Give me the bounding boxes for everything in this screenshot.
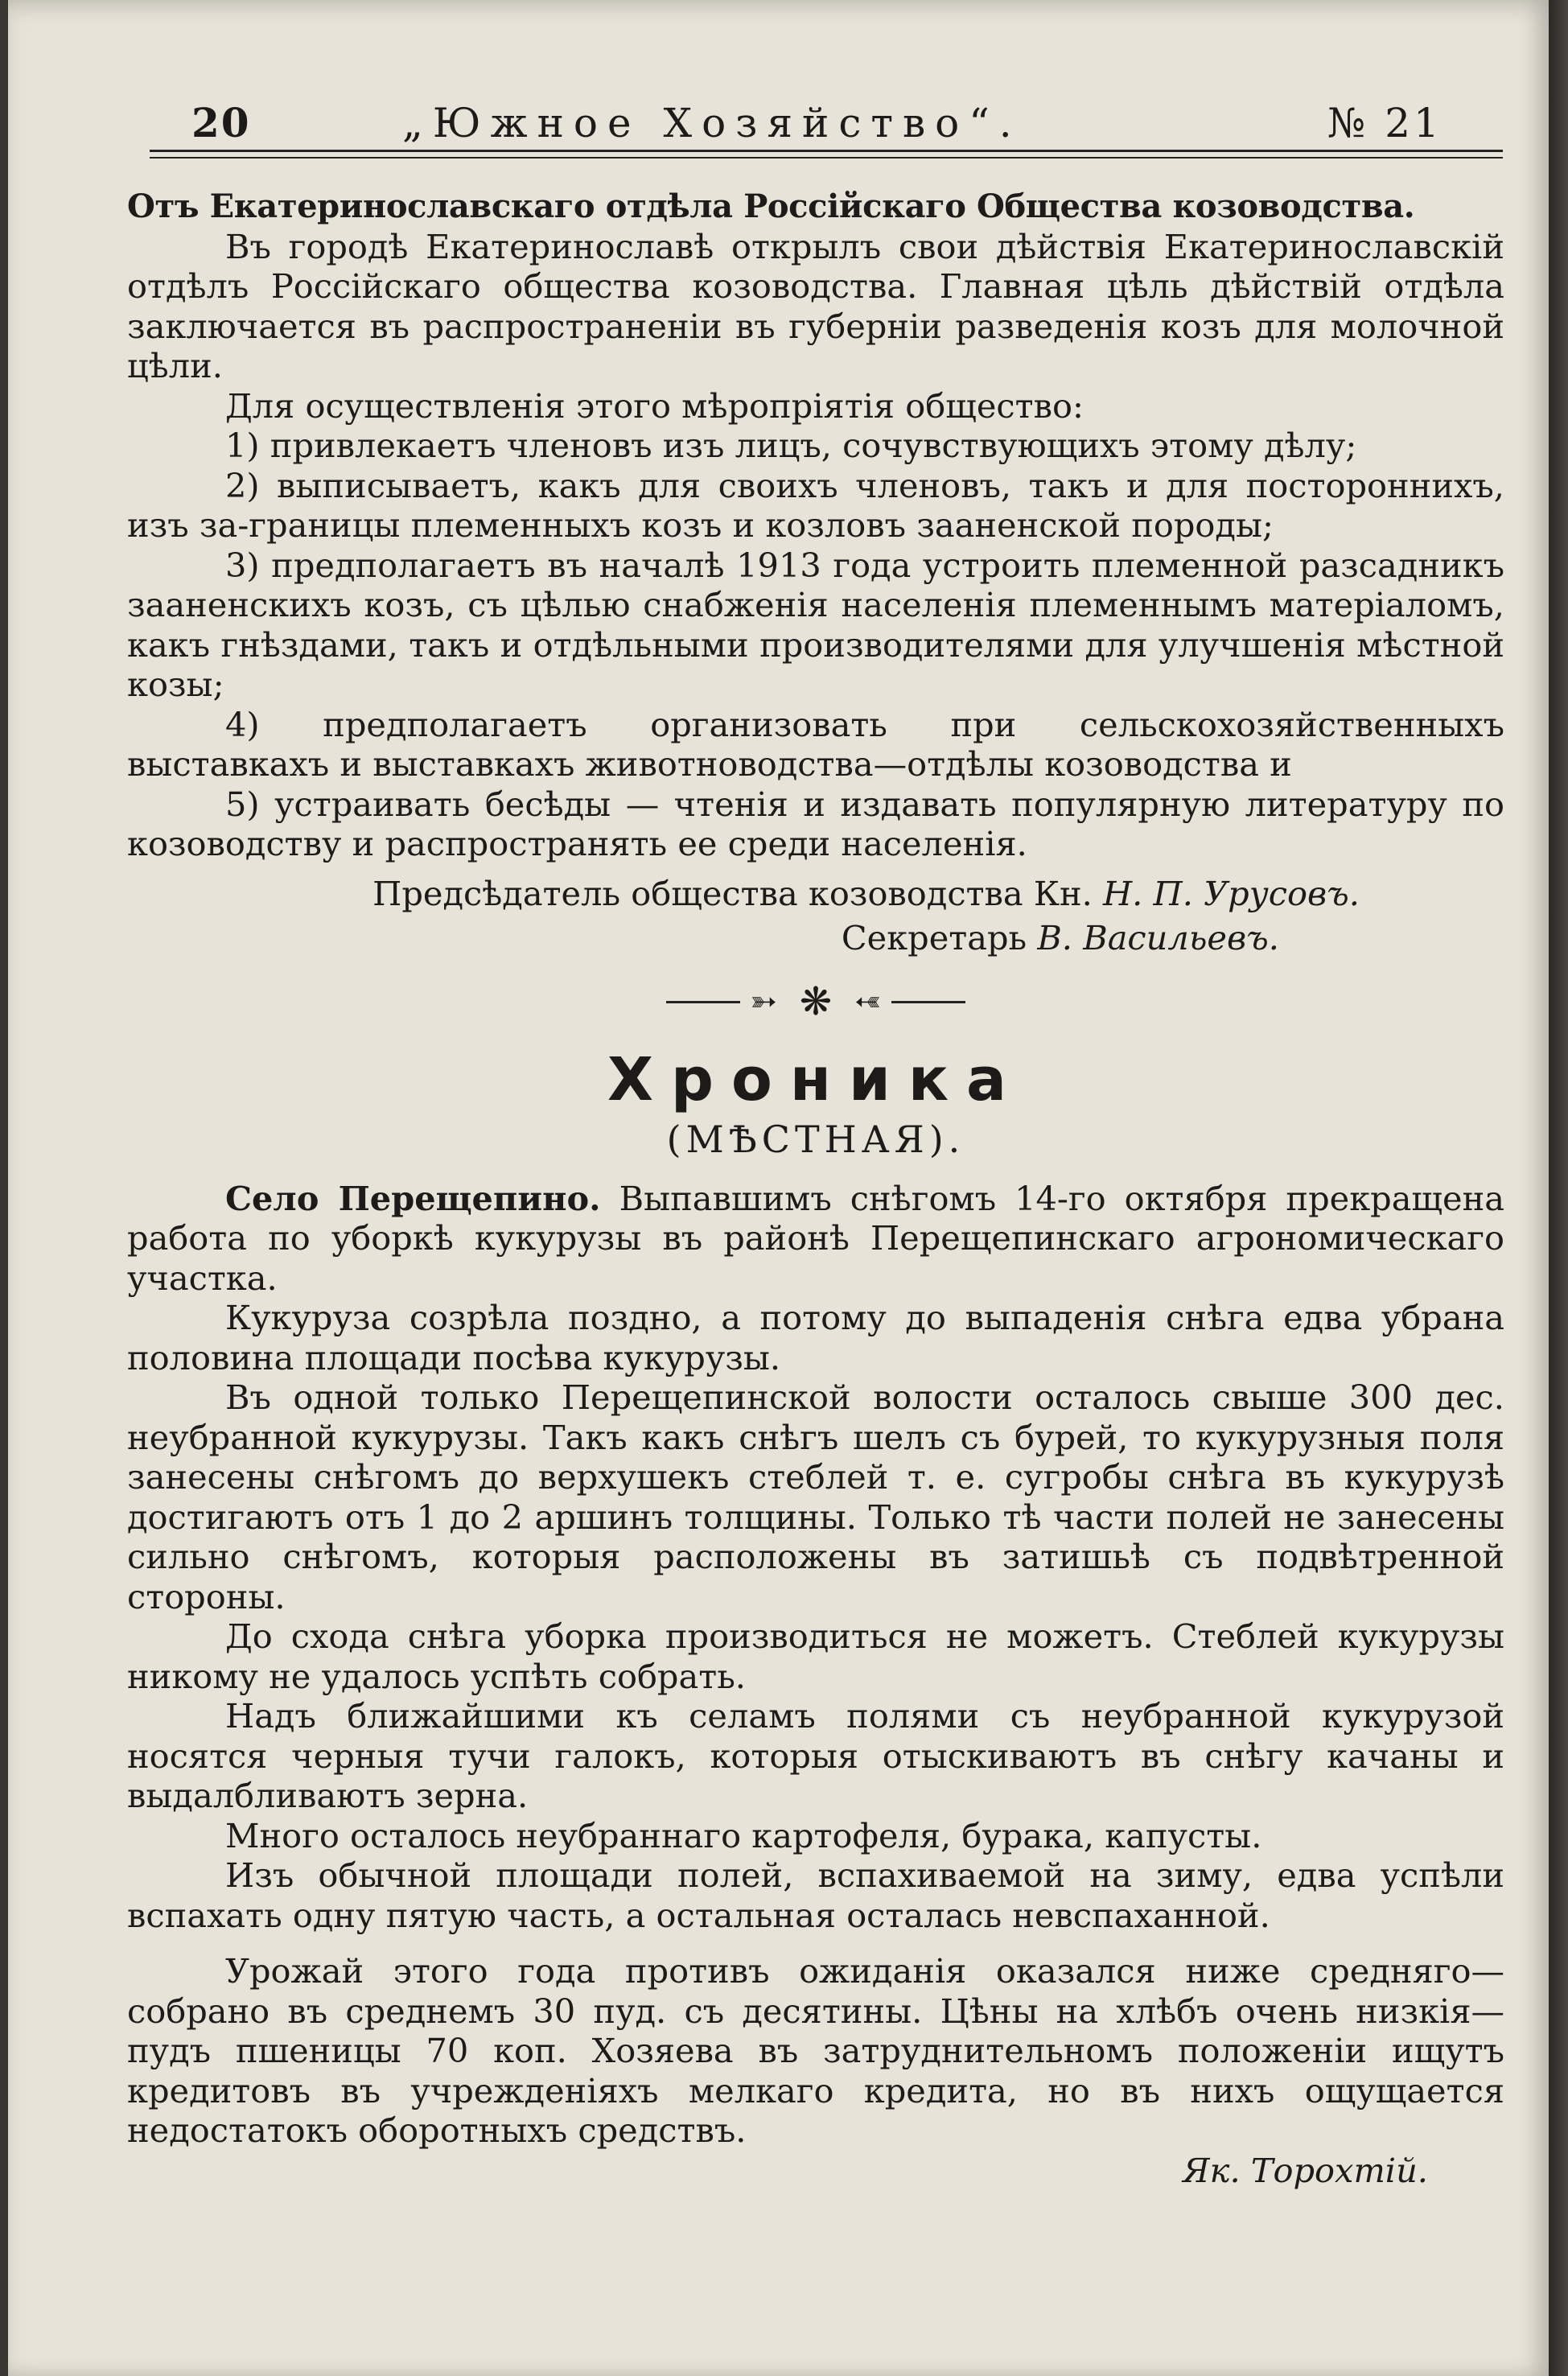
divider-line-right bbox=[891, 1001, 965, 1003]
flower-ornament-icon: ❋ bbox=[799, 978, 833, 1024]
signature-chair-name: Н. П. Урусовъ. bbox=[1102, 873, 1360, 913]
article-paragraph: До схода снѣга уборка производиться не можетъ. Стеблей кукурузы никому не удалось успѣть собрать. bbox=[127, 1616, 1504, 1696]
arrow-right-icon: ➳ bbox=[750, 982, 777, 1020]
signature-secretary-name: В. Васильевъ. bbox=[1037, 918, 1279, 957]
paragraph-gap bbox=[127, 1935, 1504, 1951]
article-paragraph: Кукуруза созрѣла поздно, а потому до выпаденія снѣга едва убрана половина площади посѣва кукурузы. bbox=[127, 1298, 1504, 1377]
list-item: 3) предполагаетъ въ началѣ 1913 года устроить племенной разсадникъ зааненскихъ козъ, съ цѣлью снабженія населенія племеннымъ матеріаломъ, какъ гнѣздами, такъ и отдѣльными производителями для улучшенія мѣстной козы; bbox=[127, 545, 1504, 704]
dateline-place: Село Перещепино. bbox=[225, 1178, 601, 1218]
article-paragraph: Въ городѣ Екатеринославѣ открылъ свои дѣйствія Екатеринославскій отдѣлъ Россійскаго общества козоводства. Главная цѣль дѣйствій отдѣла заключается въ распространеніи въ губерніи разведенія козъ для молочной цѣли. bbox=[127, 226, 1504, 385]
signature-author: Як. Торохтій. bbox=[1183, 2150, 1428, 2190]
article-paragraph: Для осуществленія этого мѣропріятія общество: bbox=[225, 385, 1084, 426]
list-item: 4) предполагаетъ организовать при сельскохозяйственныхъ выставкахъ и выставкахъ животноводства—отдѣлы козоводства и bbox=[127, 704, 1504, 784]
article-paragraph: Изъ обычной площади полей, вспахиваемой на зиму, едва успѣли вспахать одну пятую часть, а остальная осталась невспаханной. bbox=[127, 1855, 1504, 1935]
list-item: 5) устраивать бесѣды — чтенія и издавать популярную литературу по козоводству и распространять ее среди населенія. bbox=[127, 784, 1504, 863]
section-title: Хроника bbox=[607, 1044, 1024, 1114]
signature-chair bbox=[127, 874, 1504, 914]
signature-chair-prefix: Предсѣдатель общества козоводства Кн. bbox=[372, 873, 1103, 913]
signature-secretary-prefix: Секретарь bbox=[841, 918, 1038, 957]
page-header bbox=[137, 95, 1512, 151]
lead-text: Выпавшимъ снѣгомъ 14-го октября прекращена работа по уборкѣ кукурузы въ районѣ Перещепинскаго агрономическаго участка. bbox=[127, 1178, 1504, 1298]
list-item: 1) привлекаетъ членовъ изъ лицъ, сочувствующихъ этому дѣлу; bbox=[225, 426, 1357, 465]
signature-secretary bbox=[127, 918, 1504, 958]
page-number: 20 bbox=[191, 99, 251, 146]
issue-number: № 21 bbox=[1327, 100, 1442, 146]
page-sheet bbox=[8, 0, 1549, 2376]
list-item: 2) выписываетъ, какъ для своихъ членовъ, такъ и для постороннихъ, изъ за-границы племенныхъ козъ и козловъ зааненской породы; bbox=[127, 465, 1504, 545]
article-paragraph: Надъ ближайшими къ селамъ полями съ неубранной кукурузой носятся черныя тучи галокъ, которыя отыскиваютъ въ снѣгу качаны и выдалбливаютъ зерна. bbox=[127, 1696, 1504, 1815]
article-paragraph: Урожай этого года противъ ожиданія оказался ниже средняго—собрано въ среднемъ 30 пуд. съ десятины. Цѣны на хлѣбъ очень низкія—пудъ пшеницы 70 коп. Хозяева въ затруднительномъ положеніи ищутъ кредитовъ въ учрежденіяхъ мелкаго кредита, но въ нихъ ощущается недостатокъ оборотныхъ средствъ. bbox=[127, 1951, 1504, 2150]
article-paragraph: Много осталось неубраннаго картофеля, бурака, капусты. bbox=[225, 1815, 1262, 1855]
arrow-left-icon: ➳ bbox=[854, 982, 882, 1020]
book-spine-edge bbox=[1549, 0, 1568, 2376]
divider-line-left bbox=[666, 1001, 740, 1003]
article-paragraph: Въ одной только Перещепинской волости осталось свыше 300 дес. неубранной кукурузы. Такъ какъ снѣгъ шелъ съ бурей, то кукурузныя поля занесены снѣгомъ до верхушекъ стеблей т. е. сугробы снѣга въ кукурузѣ достигаютъ отъ 1 до 2 аршинъ толщины. Только тѣ части полей не занесены сильно снѣгомъ, которыя расположены въ затишьѣ съ подвѣтренной стороны. bbox=[127, 1377, 1504, 1616]
header-rule-thick bbox=[150, 150, 1503, 152]
article-title: Отъ Екатеринославскаго отдѣла Россійскаго Общества козоводства. bbox=[127, 187, 1415, 225]
journal-title: „Южное Хозяйство“. bbox=[402, 100, 1022, 146]
section-divider-ornament bbox=[127, 968, 1504, 1037]
header-rule-thin bbox=[150, 157, 1503, 159]
article-paragraph bbox=[127, 1179, 1504, 1299]
section-subtitle: (МѢСТНАЯ). bbox=[666, 1117, 965, 1161]
page-body bbox=[127, 187, 1504, 2190]
